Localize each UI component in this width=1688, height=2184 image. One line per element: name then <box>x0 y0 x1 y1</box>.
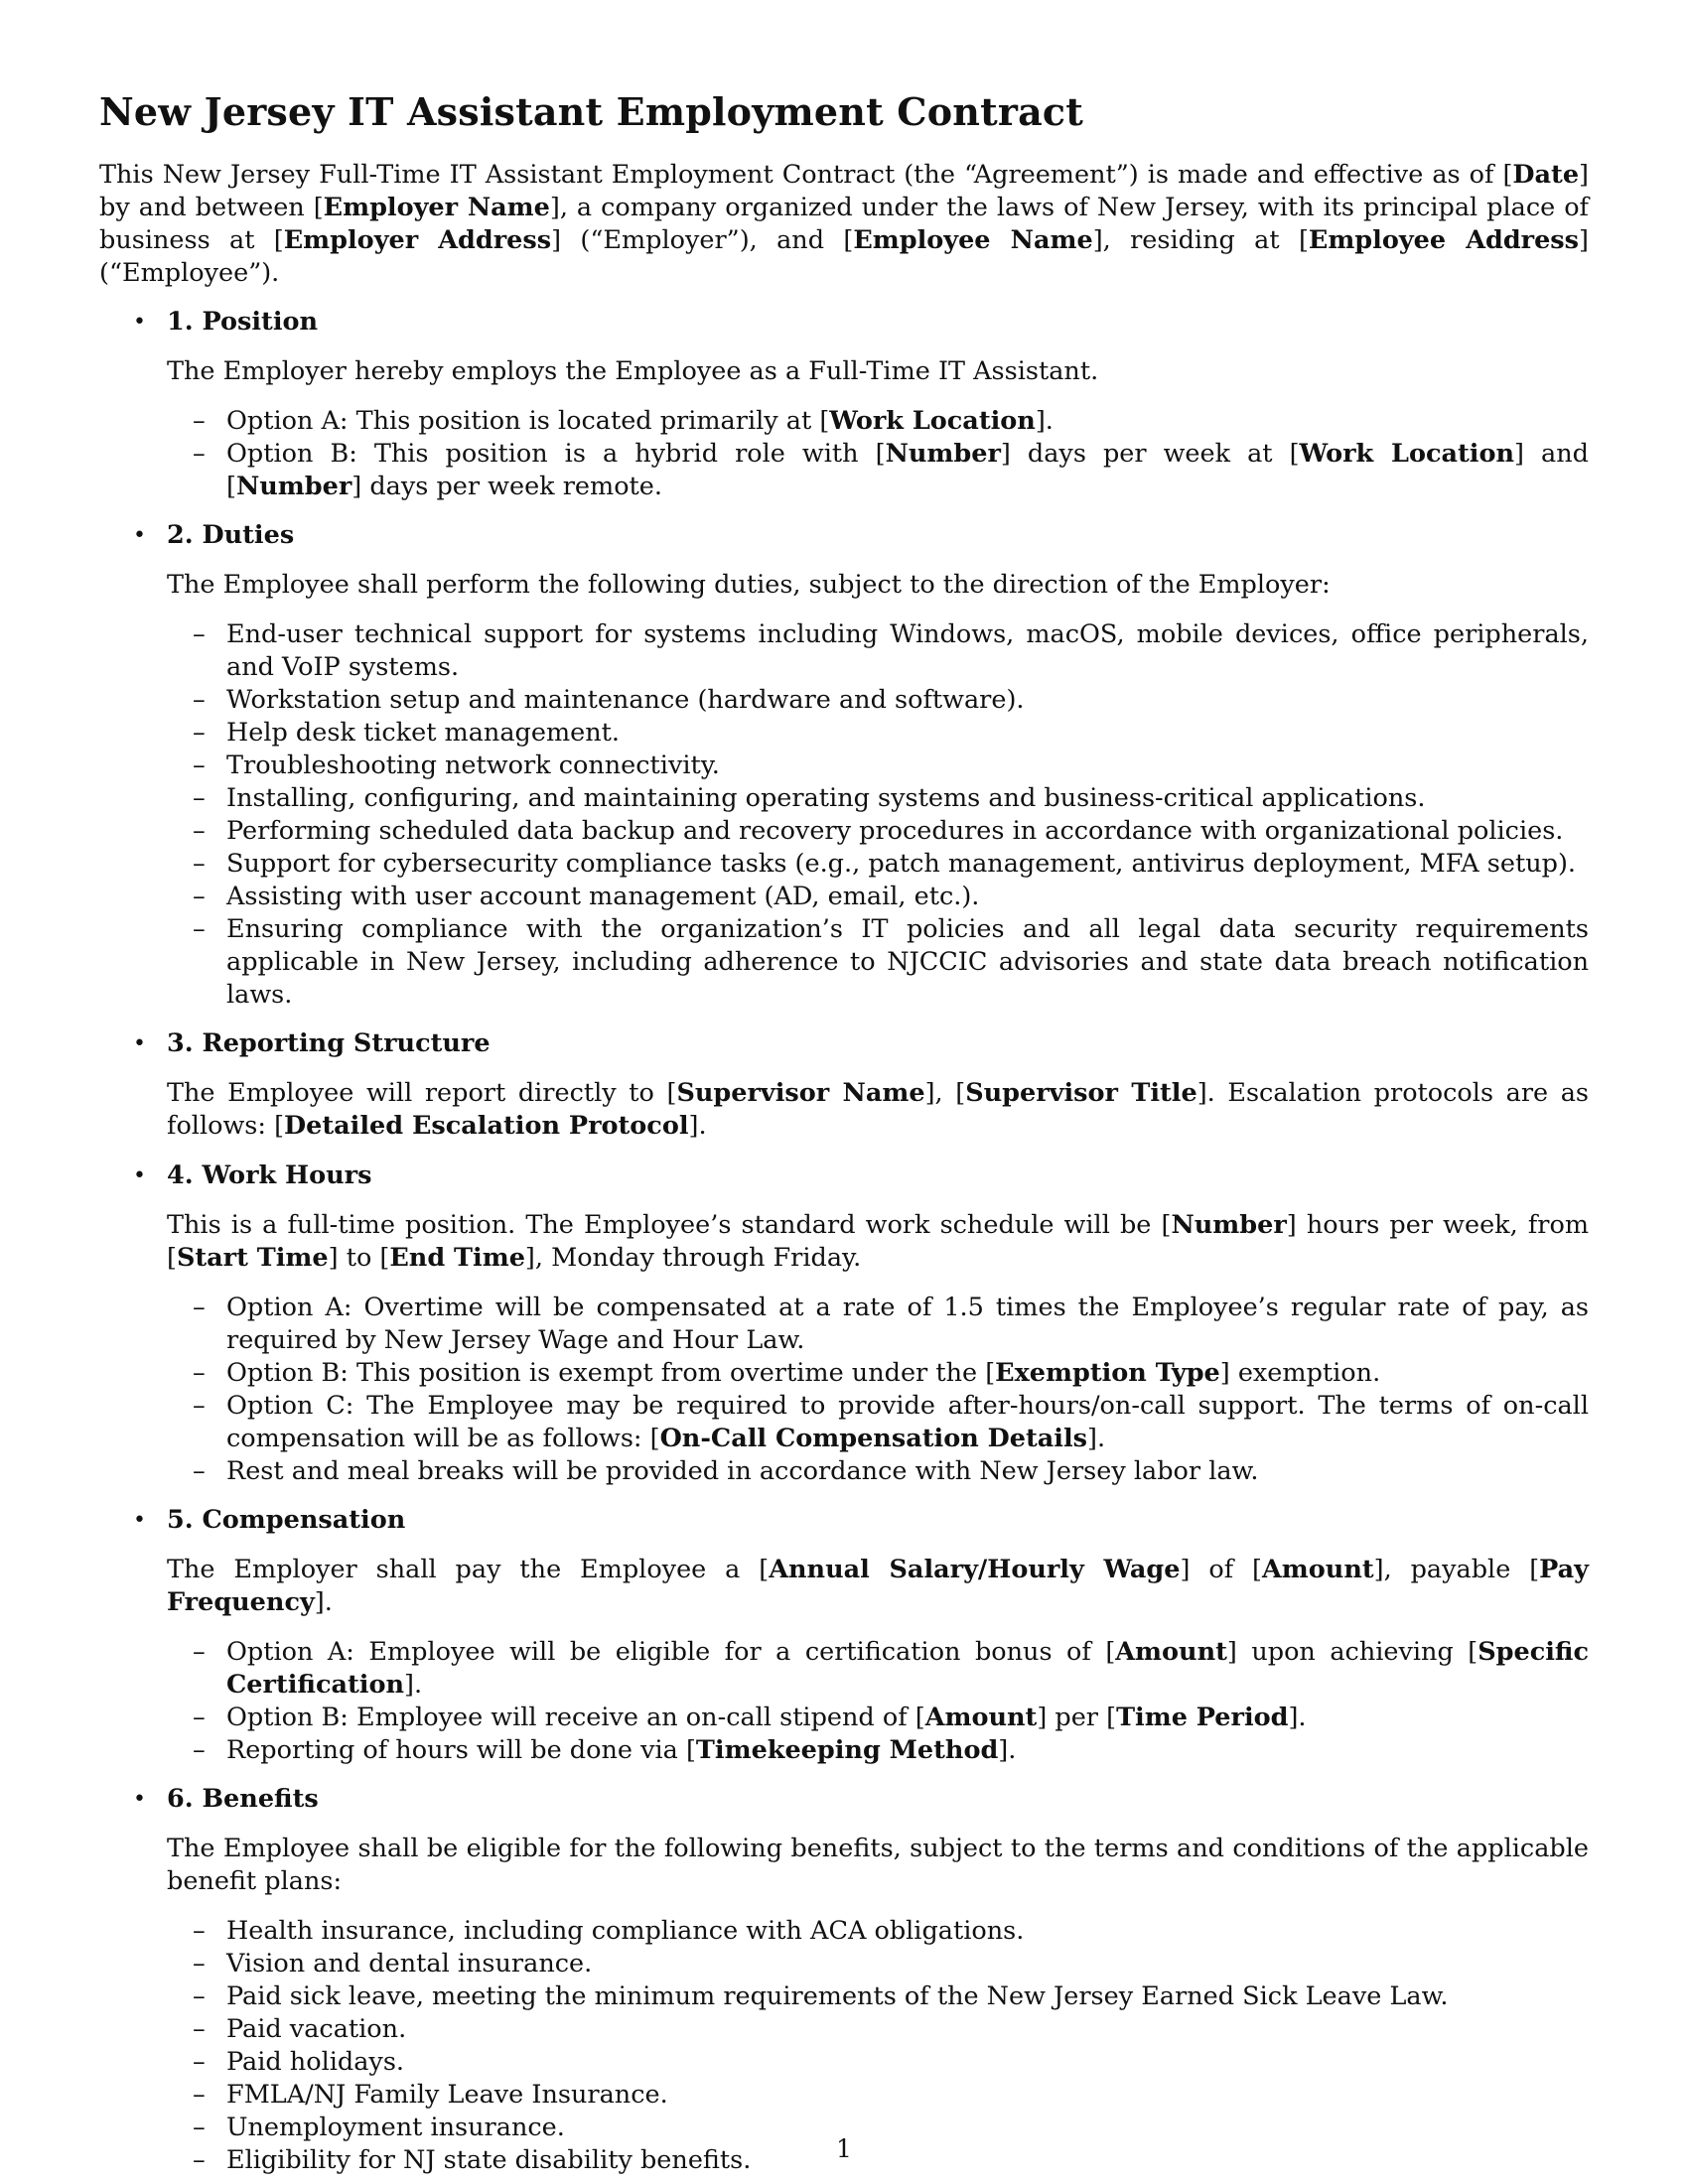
section-body: The Employee shall be eligible for the following benefits, subject to the terms and conditions of the applicable benefit plans: <box>167 1834 1589 1896</box>
bullet-icon: • <box>133 310 146 335</box>
document-page <box>99 79 1589 2177</box>
list-item: – Support for cybersecurity compliance tasks (e.g., patch management, antivirus deployment, MFA setup). <box>193 849 1577 879</box>
section-body: This is a full-time position. The Employee’s standard work schedule will be [Number] hours per week, from [Start Time] to [End Time], Monday through Friday. <box>167 1210 1589 1273</box>
dash-icon: – <box>193 718 206 748</box>
page-title: New Jersey IT Assistant Employment Contract <box>99 89 1083 134</box>
employee-name-placeholder: Employee Name <box>853 225 1093 255</box>
section-body: The Employee will report directly to [Supervisor Name], [Supervisor Title]. Escalation protocols are as follows: [Detailed Escalation Protocol]. <box>167 1078 1590 1141</box>
dash-icon: – <box>193 882 206 911</box>
list-item: – Assisting with user account management (AD, email, etc.). <box>193 882 980 911</box>
dash-icon: – <box>193 1391 206 1421</box>
date-placeholder: Date <box>1512 160 1580 190</box>
list-item: – Troubleshooting network connectivity. <box>193 751 720 780</box>
section-reporting-structure <box>99 1027 1589 1143</box>
list-item: – Option A: Overtime will be compensated at a rate of 1.5 times the Employee’s regular rate of pay, as required by New Jersey Wage and Hour Law. <box>193 1293 1589 1355</box>
list-item: – Vision and dental insurance. <box>193 1949 593 1979</box>
bullet-icon: • <box>133 1163 146 1188</box>
employer-address-placeholder: Employer Address <box>283 225 552 255</box>
list-item: – Option A: Employee will be eligible for a certification bonus of [Amount] upon achieving [Specific Certification]. <box>193 1637 1589 1700</box>
list-item: – FMLA/NJ Family Leave Insurance. <box>193 2080 668 2110</box>
list-item: – Option B: This position is exempt from overtime under the [Exemption Type] exemption. <box>193 1358 1381 1388</box>
section-body: The Employer shall pay the Employee a [Annual Salary/Hourly Wage] of [Amount], payable [Pay Frequency]. <box>167 1555 1589 1617</box>
list-item: – Eligibility for NJ state disability benefits. <box>193 2145 752 2175</box>
list-item: – Option B: Employee will receive an on-call stipend of [Amount] per [Time Period]. <box>193 1703 1307 1732</box>
dash-icon: – <box>193 1293 206 1322</box>
bullet-icon: • <box>133 523 146 548</box>
section-compensation <box>99 1504 1589 1767</box>
list-item: – End-user technical support for systems including Windows, macOS, mobile devices, office peripherals, and VoIP systems. <box>193 619 1589 682</box>
section-heading: 6. Benefits <box>167 1784 319 1814</box>
dash-icon: – <box>193 2080 206 2110</box>
list-item: – Ensuring compliance with the organization’s IT policies and all legal data security requirements applicable in New Jersey, including adherence to NJCCIC advisories and state data breach notification laws. <box>193 914 1589 1010</box>
dash-icon: – <box>193 751 206 780</box>
dash-icon: – <box>193 1981 206 2011</box>
dash-icon: – <box>193 1703 206 1732</box>
section-work-hours <box>99 1160 1589 1488</box>
list-item: – Rest and meal breaks will be provided in accordance with New Jersey labor law. <box>193 1456 1259 1486</box>
list-item: – Option C: The Employee may be required to provide after-hours/on-call support. The terms of on-call compensation will be as follows: [On-Call Compensation Details]. <box>193 1391 1589 1453</box>
dash-icon: – <box>193 1916 206 1946</box>
dash-icon: – <box>193 1735 206 1765</box>
section-benefits <box>99 1783 1589 2177</box>
bullet-icon: • <box>133 1787 146 1812</box>
section-position <box>99 306 1589 503</box>
dash-icon: – <box>193 1456 206 1486</box>
list-item: – Option B: This position is a hybrid role with [Number] days per week at [Work Location] and [Number] days per week remote. <box>193 439 1589 501</box>
list-item: – Workstation setup and maintenance (hardware and software). <box>193 685 1025 715</box>
dash-icon: – <box>193 914 206 944</box>
dash-icon: – <box>193 685 206 715</box>
list-item: – Health insurance, including compliance with ACA obligations. <box>193 1916 1025 1946</box>
section-heading: 4. Work Hours <box>167 1160 372 1190</box>
dash-icon: – <box>193 2145 206 2175</box>
intro-paragraph: This New Jersey Full-Time IT Assistant Employment Contract (the “Agreement”) is made and effective as of [Date] by and between [Employer Name], a company organized under the laws of New Jersey, with its principal place of business at [Employer Address] (“Employer”), and [Employee Name], residing at [Employee Address] (“Employee”). <box>99 160 1589 288</box>
list-item: – Reporting of hours will be done via [Timekeeping Method]. <box>193 1735 1017 1765</box>
section-duties <box>99 519 1589 1012</box>
section-heading: 2. Duties <box>167 520 295 550</box>
list-item: – Installing, configuring, and maintaining operating systems and business-critical applications. <box>193 783 1426 813</box>
bullet-icon: • <box>133 1031 146 1056</box>
dash-icon: – <box>193 2047 206 2077</box>
dash-icon: – <box>193 849 206 879</box>
list-item: – Option A: This position is located primarily at [Work Location]. <box>193 406 1054 436</box>
list-item: – Paid vacation. <box>193 2014 407 2044</box>
list-item: – Unemployment insurance. <box>193 2113 565 2142</box>
option-list <box>167 1292 1589 1488</box>
dash-icon: – <box>193 406 206 436</box>
dash-icon: – <box>193 783 206 813</box>
list-item: – Paid sick leave, meeting the minimum requirements of the New Jersey Earned Sick Leave Law. <box>193 1981 1449 2011</box>
duties-list <box>167 618 1589 1012</box>
dash-icon: – <box>193 816 206 846</box>
employee-address-placeholder: Employee Address <box>1308 225 1580 255</box>
section-heading: 1. Position <box>167 307 319 337</box>
list-item: – Paid holidays. <box>193 2047 405 2077</box>
dash-icon: – <box>193 1358 206 1388</box>
bullet-icon: • <box>133 1508 146 1533</box>
dash-icon: – <box>193 2113 206 2142</box>
employer-name-placeholder: Employer Name <box>323 193 550 222</box>
page-number: 1 <box>836 2134 852 2163</box>
dash-icon: – <box>193 1949 206 1979</box>
dash-icon: – <box>193 439 206 469</box>
list-item: – Performing scheduled data backup and recovery procedures in accordance with organizational policies. <box>193 816 1564 846</box>
dash-icon: – <box>193 619 206 649</box>
dash-icon: – <box>193 1637 206 1667</box>
option-list <box>167 405 1589 503</box>
section-heading: 3. Reporting Structure <box>167 1028 491 1058</box>
option-list <box>167 1636 1589 1767</box>
dash-icon: – <box>193 2014 206 2044</box>
section-body: The Employer hereby employs the Employee as a Full-Time IT Assistant. <box>167 356 1099 386</box>
section-heading: 5. Compensation <box>167 1505 406 1535</box>
section-body: The Employee shall perform the following duties, subject to the direction of the Employer: <box>167 570 1331 600</box>
list-item: – Help desk ticket management. <box>193 718 621 748</box>
